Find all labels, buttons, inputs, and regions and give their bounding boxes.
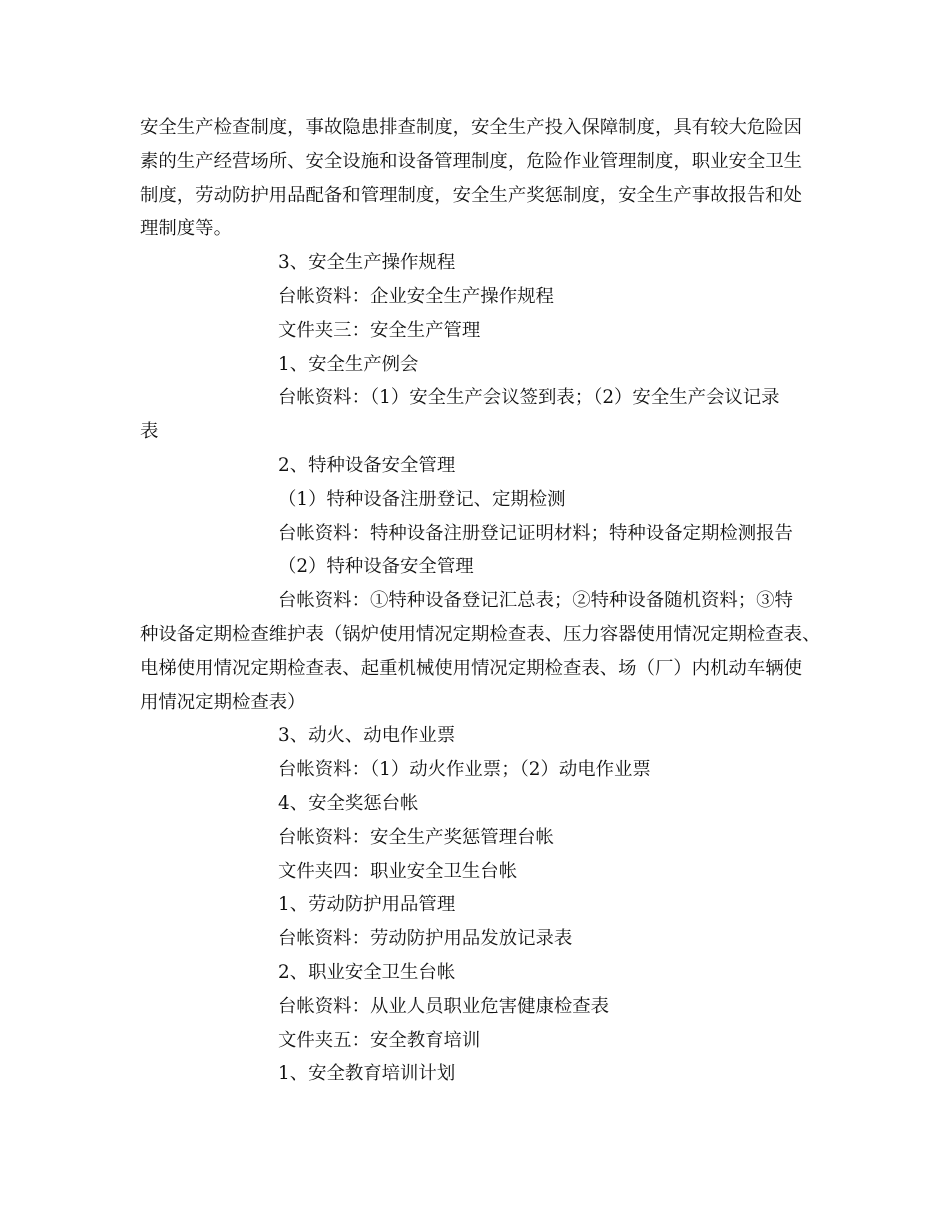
- text-line: 电梯使用情况定期检查表、起重机械使用情况定期检查表、场（厂）内机动车辆使: [140, 657, 803, 679]
- text-line: 台帐资料：①特种设备登记汇总表；②特种设备随机资料；③特: [278, 590, 793, 612]
- text-line: 3、动火、动电作业票: [278, 725, 456, 747]
- text-line: 素的生产经营场所、安全设施和设备管理制度，危险作业管理制度，职业安全卫生: [140, 150, 803, 172]
- text-line: 表: [140, 421, 159, 443]
- text-line: 理制度等。: [140, 218, 232, 240]
- text-line: 台帐资料：安全生产奖惩管理台帐: [278, 826, 554, 848]
- text-line: 制度，劳动防护用品配备和管理制度，安全生产奖惩制度，安全生产事故报告和处: [140, 184, 803, 206]
- document-page: [140, 111, 820, 1091]
- text-line: 文件夹五：安全教育培训: [278, 1029, 481, 1051]
- text-line: 1、安全生产例会: [278, 353, 419, 375]
- text-line: 文件夹三：安全生产管理: [278, 319, 481, 341]
- text-line: 台帐资料：（1）安全生产会议签到表；（2）安全生产会议记录: [278, 387, 780, 409]
- text-line: 台帐资料：从业人员职业危害健康检查表: [278, 995, 610, 1017]
- text-line: 1、安全教育培训计划: [278, 1063, 456, 1085]
- text-line: 安全生产检查制度，事故隐患排查制度，安全生产投入保障制度，具有较大危险因: [140, 117, 803, 138]
- text-line: （2）特种设备安全管理: [278, 556, 474, 578]
- text-line: 台帐资料：劳动防护用品发放记录表: [278, 928, 573, 950]
- text-line: 3、安全生产操作规程: [278, 252, 456, 274]
- text-line: 用情况定期检查表）: [140, 691, 306, 713]
- text-line: 2、职业安全卫生台帐: [278, 961, 456, 983]
- text-line: （1）特种设备注册登记、定期检测: [278, 488, 566, 510]
- text-line: 台帐资料：（1）动火作业票；（2）动电作业票: [278, 759, 651, 781]
- text-line: 文件夹四：职业安全卫生台帐: [278, 860, 518, 882]
- text-line: 1、劳动防护用品管理: [278, 894, 456, 916]
- text-line: 2、特种设备安全管理: [278, 454, 456, 476]
- text-line: 4、安全奖惩台帐: [278, 792, 419, 814]
- text-line: 台帐资料：特种设备注册登记证明材料；特种设备定期检测报告: [278, 522, 793, 544]
- text-line: 种设备定期检查维护表（锅炉使用情况定期检查表、压力容器使用情况定期检查表、: [140, 623, 821, 645]
- text-line: 台帐资料：企业安全生产操作规程: [278, 285, 554, 307]
